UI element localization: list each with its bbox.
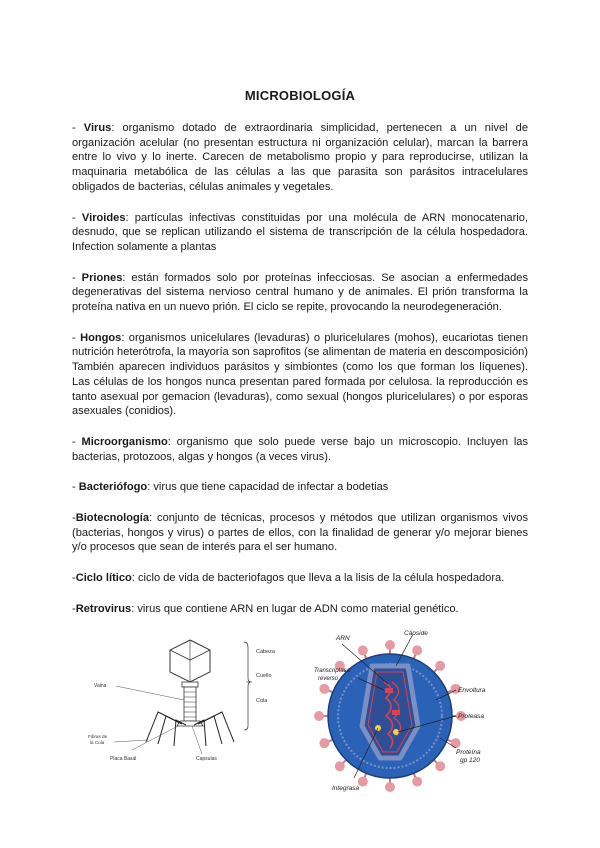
entry-text: : virus que tiene capacidad de infectar a bodetias [147, 481, 389, 494]
label-capside: Cápside [404, 630, 428, 637]
entry-term: Retrovirus [75, 602, 132, 615]
spike-head [412, 777, 422, 787]
definition-entry [72, 511, 528, 555]
retrovirus-diagram [300, 628, 505, 806]
entry-term: Hongos [80, 331, 122, 344]
definition-entry [72, 571, 528, 586]
definitions-list [72, 121, 528, 617]
entry-prefix: - [72, 435, 82, 448]
entry-text: : virus que contiene ARN en lugar de ADN como material genético. [131, 602, 459, 615]
entry-term: Biotecnología [75, 512, 150, 525]
entry-prefix: - [72, 602, 76, 615]
label-cola: Cola [256, 698, 268, 704]
entry-term: Bacteriófogo [78, 481, 148, 494]
spike-head [358, 777, 368, 787]
entry-term: Virus [83, 122, 112, 134]
label-transcriptasa-1: Transcriptasa [314, 668, 350, 674]
label-arn: ARN [336, 635, 350, 642]
definition-entry [72, 211, 528, 255]
spike-head [314, 711, 324, 721]
entry-prefix: - [72, 122, 84, 134]
entry-text: : organismo dotado de extraordinaria simplicidad, pertenecen a un nivel de organización acelular (no presentan estructura ni organización celular), marcan la barrera entre lo vivo y lo inerte. Carecen de metabolismo propio y para reproducirse, utilizan la maquinaria metabólica de las células a las que parasita son parásitos intracelulares obligados de bacterias, células animales y vegetales. [72, 122, 529, 193]
entry-text: : están formados solo por proteínas infecciosas. Se asocian a enfermedades degenerativas del sistema nervioso central humano y de animales. El prión transforma la proteína nativa en un nuevo prión. El ciclo se repite, provocando la neurodegeneración. [72, 271, 528, 314]
label-fibras-2: la Cola [90, 740, 105, 745]
entry-term: Viroides [81, 211, 126, 224]
spike-head [319, 684, 329, 694]
entry-prefix: - [72, 512, 76, 525]
spike-head [385, 782, 395, 792]
definition-entry [72, 271, 528, 315]
definition-entry [72, 480, 528, 495]
entry-text: : conjunto de técnicas, procesos y métodos que utilizan organismos vivos (bacterias, hongos y virus) o partes de ellos, con la finalidad de generar y/o mejorar bienes y/o procesos que sean de interés para el ser humano. [72, 512, 528, 554]
entry-prefix: - [72, 572, 76, 585]
spike-head [385, 640, 395, 650]
label-cabeza: Cabeza [256, 649, 275, 655]
spike-head [319, 738, 329, 748]
label-integrasa: Integrasa [332, 785, 360, 792]
definition-entry [72, 602, 528, 617]
entry-term: Ciclo lítico [75, 572, 132, 585]
label-placa-basal: Placa Basal [110, 756, 137, 762]
label-proteasa: Proteasa [458, 713, 485, 720]
label-fibras-1: Fibras de [88, 734, 108, 739]
spike-head [435, 761, 445, 771]
label-cuello: Cuello [256, 673, 272, 679]
label-transcriptasa-2: reverso [318, 676, 339, 682]
entry-prefix: - [72, 331, 81, 344]
entry-term: Priones [81, 271, 123, 284]
entry-text: : ciclo de vida de bacteriofagos que lleva a la lisis de la célula hospedadora. [131, 572, 505, 585]
entry-prefix: - [72, 481, 79, 494]
label-proteina-1: Proteína [456, 749, 481, 756]
definition-entry [72, 121, 528, 195]
label-capsulas: Capsulas [196, 756, 217, 762]
bacteriophage-diagram [88, 630, 298, 780]
entry-text: : partículas infectivas constituidas por una molécula de ARN monocatenario, desnudo, que se replican utilizando el sistema de transcripción de la célula hospedadora. Infection solamente a plantas [72, 211, 529, 253]
page-title: MICROBIOLOGÍA [244, 88, 356, 103]
definition-entry [72, 435, 528, 464]
entry-term: Microorganismo [81, 435, 168, 448]
spike-head [335, 761, 345, 771]
entry-text: : organismo que solo puede verse bajo un microscopio. Incluyen las bacterias, protozoos, algas y hongos (a veces virus). [72, 435, 529, 463]
label-vaina: Vaina [94, 683, 107, 689]
label-envoltura: Envoltura [458, 687, 486, 694]
spike-head [358, 645, 368, 655]
definition-entry [72, 331, 528, 419]
entry-prefix: - [72, 211, 82, 224]
spike-head [435, 661, 445, 671]
spike-head [412, 645, 422, 655]
entry-prefix: - [72, 271, 82, 284]
label-proteina-2: gp 120 [460, 757, 480, 764]
spike-head [451, 738, 461, 748]
entry-text: : organismos unicelulares (levaduras) o pluricelulares (mohos), eucariotas tienen nutrición heterótrofa, la mayoría son saprofitos (se alimentan de materia en descomposición) También aparecen individuos parásitos y simbiontes (como los que forman los líquenes). Las células de los hongos nunca presentan pared formada por celulosa. la reproducción es tanto asexual por gemacion (levaduras), como sexual (hongos pluricelulares) o por esporas asexuales (conidios). [72, 331, 529, 418]
